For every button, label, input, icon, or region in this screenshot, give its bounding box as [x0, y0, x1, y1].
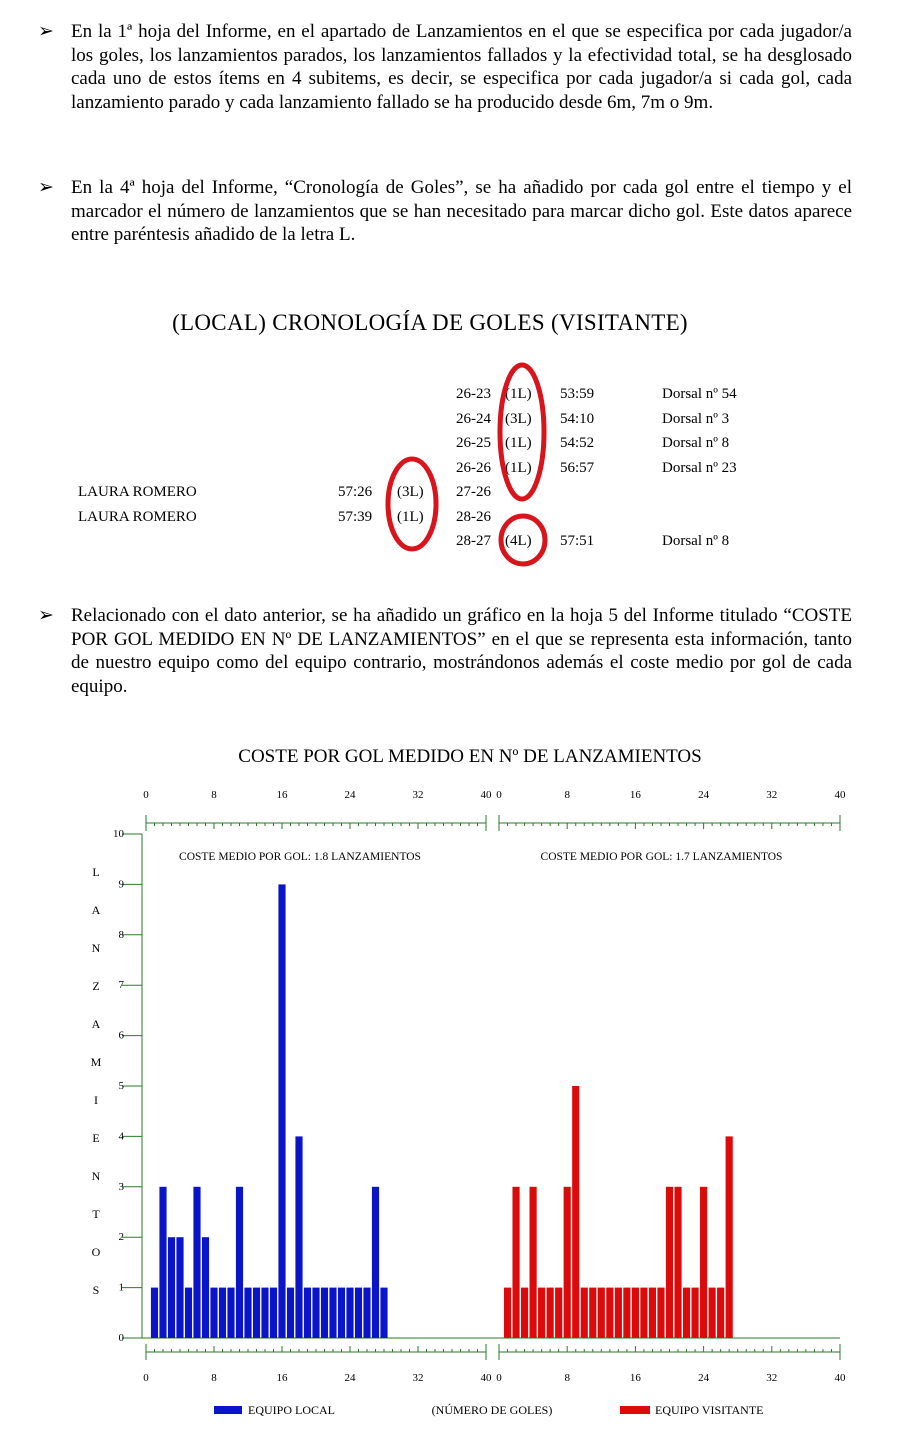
cronologia-visitor-dorsal: Dorsal nº 8 — [662, 533, 730, 549]
y-tick-label: 4 — [118, 1130, 124, 1143]
bar — [380, 1288, 387, 1338]
bar — [295, 1136, 302, 1338]
cronologia-visitor-dorsal: Dorsal nº 8 — [662, 435, 730, 451]
y-axis-label-letter: O — [91, 1245, 101, 1259]
x-tick-label: 32 — [766, 789, 778, 801]
bar — [674, 1187, 681, 1338]
y-axis-label-letter: A — [91, 1017, 101, 1031]
bar — [589, 1288, 596, 1338]
bar — [538, 1288, 545, 1338]
cronologia-score: 28-26 — [456, 508, 491, 525]
legend-label-local: EQUIPO LOCAL — [248, 1403, 335, 1417]
average-cost-label: COSTE MEDIO POR GOL: 1.8 LANZAMIENTOS — [179, 851, 421, 863]
bar — [210, 1288, 217, 1338]
bar — [159, 1187, 166, 1338]
y-tick-label: 5 — [118, 1080, 124, 1092]
x-tick-label: 8 — [211, 789, 217, 801]
cronologia-score: 28-27 — [456, 533, 491, 549]
x-tick-label: 24 — [344, 1372, 356, 1384]
y-axis-label-letter: S — [92, 1283, 100, 1297]
cronologia-visitor-time: 54:52 — [560, 435, 595, 451]
bar — [321, 1288, 328, 1338]
bar — [709, 1288, 716, 1338]
bar — [168, 1237, 175, 1338]
bar — [521, 1288, 528, 1338]
y-tick-label: 6 — [118, 1029, 124, 1042]
bar — [287, 1288, 294, 1338]
x-tick-label: 8 — [564, 789, 570, 801]
bar — [598, 1288, 605, 1338]
legend-label-visitor: EQUIPO VISITANTE — [655, 1403, 764, 1417]
y-axis-label-letter: A — [91, 903, 101, 917]
bar — [649, 1288, 656, 1338]
bullet-paragraph-1 — [38, 20, 852, 114]
cronologia-visitor-time: 53:59 — [560, 386, 595, 402]
cronologia-score: 26-23 — [456, 386, 491, 402]
y-tick-label: 7 — [118, 979, 124, 992]
bar — [227, 1288, 234, 1338]
cronologia-visitor-time: 57:51 — [560, 533, 595, 549]
cronologia-visitor-shots: (1L) — [505, 459, 532, 476]
x-tick-label: 32 — [412, 789, 424, 801]
paragraph-text: En la 4ª hoja del Informe, “Cronología de Goles”, se ha añadido por cada gol entre el tiempo y el marcador el número de lanzamientos que se han necesitado para marcar dicho gol. Este datos aparece entre paréntesis añadido de la letra L. — [71, 177, 852, 245]
bar — [555, 1288, 562, 1338]
cronologia-title: (LOCAL) CRONOLOGÍA DE GOLES (VISITANTE) — [172, 310, 688, 335]
cronologia-visitor-shots: (1L) — [505, 386, 532, 402]
bar — [372, 1187, 379, 1338]
x-tick-label: 16 — [629, 789, 641, 801]
arrow-bullet-icon: ➢ — [38, 605, 54, 626]
bar — [329, 1288, 336, 1338]
cronologia-local-time: 57:39 — [338, 508, 373, 525]
bar — [270, 1288, 277, 1338]
bar — [346, 1288, 353, 1338]
cronologia-visitor-shots: (4L) — [505, 533, 532, 549]
y-tick-label: 2 — [118, 1231, 124, 1244]
legend-swatch-local — [214, 1406, 242, 1414]
bar — [700, 1187, 707, 1338]
y-axis-label-letter: T — [92, 1207, 100, 1221]
bar — [338, 1288, 345, 1338]
bullet-paragraph-2 — [38, 176, 852, 247]
paragraph-text: En la 1ª hoja del Informe, en el apartado de Lanzamientos en el que se especifica por cada jugador/a los goles, los lanzamientos parados, los lanzamientos fallados y la efectividad total, se ha desglosado cada uno de estos ítems en 4 subitems, es decir, se especifica por cada jugador/a si cada gol, cada lanzamiento parado y cada lanzamiento fallado se ha producido desde 6m, 7m o 9m. — [71, 21, 852, 113]
bar — [564, 1187, 571, 1338]
arrow-bullet-icon: ➢ — [38, 21, 54, 42]
bar — [193, 1187, 200, 1338]
bar — [278, 884, 285, 1338]
x-tick-label: 32 — [766, 1372, 778, 1384]
bar — [581, 1288, 588, 1338]
bar — [512, 1187, 519, 1338]
x-tick-label: 16 — [276, 789, 288, 801]
bullet-paragraph-3 — [38, 604, 852, 698]
cronologia-visitor-dorsal: Dorsal nº 23 — [662, 459, 737, 476]
y-tick-label: 8 — [118, 928, 124, 941]
x-tick-label: 16 — [276, 1372, 288, 1384]
y-axis-label-letter: N — [91, 1169, 101, 1183]
cronologia-visitor-time: 54:10 — [560, 410, 595, 427]
highlight-ellipse — [388, 459, 436, 549]
bar — [312, 1288, 319, 1338]
bar — [547, 1288, 554, 1338]
bar — [202, 1237, 209, 1338]
x-tick-label: 8 — [211, 1372, 217, 1384]
bar — [657, 1288, 664, 1338]
arrow-bullet-icon: ➢ — [38, 177, 54, 198]
bar — [683, 1288, 690, 1338]
cronologia-visitor-dorsal: Dorsal nº 3 — [662, 410, 730, 427]
cronologia-visitor-shots: (3L) — [505, 410, 532, 427]
cronologia-score: 27-26 — [456, 484, 491, 500]
y-axis-label-letter: E — [92, 1131, 100, 1145]
bar — [691, 1288, 698, 1338]
y-tick-label: 10 — [113, 828, 124, 840]
y-tick-label: 9 — [118, 878, 124, 891]
bar — [363, 1288, 370, 1338]
bar — [304, 1288, 311, 1338]
bar — [717, 1288, 724, 1338]
bar — [185, 1288, 192, 1338]
bar — [623, 1288, 630, 1338]
bar — [244, 1288, 251, 1338]
bar — [726, 1136, 733, 1338]
x-tick-label: 0 — [496, 1372, 502, 1384]
cronologia-score: 26-24 — [456, 410, 491, 427]
bar — [632, 1288, 639, 1338]
x-tick-label: 40 — [834, 789, 846, 801]
y-axis-label-letter: Z — [92, 979, 100, 993]
bar — [219, 1288, 226, 1338]
x-tick-label: 40 — [480, 1372, 492, 1384]
paragraph-text: Relacionado con el dato anterior, se ha añadido un gráfico en la hoja 5 del Informe titulado “COSTE POR GOL MEDIDO EN Nº DE LANZAMIENTOS” en el que se representa esta información, tanto de nuestro equipo como del equipo contrario, mostrándonos además el coste medio por gol de cada equipo. — [71, 605, 852, 697]
x-tick-label: 24 — [344, 789, 356, 801]
x-tick-label: 32 — [412, 1372, 424, 1384]
average-cost-label: COSTE MEDIO POR GOL: 1.7 LANZAMIENTOS — [540, 851, 783, 863]
bar — [504, 1288, 511, 1338]
cronologia-visitor-dorsal: Dorsal nº 54 — [662, 386, 737, 402]
cronologia-visitor-shots: (1L) — [505, 435, 532, 451]
y-tick-label: 3 — [118, 1180, 124, 1193]
bar — [236, 1187, 243, 1338]
chart-title: COSTE POR GOL MEDIDO EN Nº DE LANZAMIENTOS — [238, 746, 702, 767]
bar — [253, 1288, 260, 1338]
x-tick-label: 0 — [496, 789, 502, 801]
y-axis-label-letter: M — [90, 1055, 102, 1069]
y-axis-label-letter: L — [92, 865, 100, 879]
bar — [151, 1288, 158, 1338]
cronologia-score: 26-26 — [456, 459, 491, 476]
cronologia-local-time: 57:26 — [338, 484, 373, 500]
cronologia-local-player: LAURA ROMERO — [78, 484, 197, 500]
x-tick-label: 16 — [629, 1372, 641, 1384]
cronologia-visitor-time: 56:57 — [560, 459, 595, 476]
cronologia-local-player: LAURA ROMERO — [78, 508, 197, 525]
y-axis-label-letter: N — [91, 941, 101, 955]
bar — [606, 1288, 613, 1338]
x-axis-label: (NÚMERO DE GOLES) — [431, 1403, 553, 1417]
bar — [176, 1237, 183, 1338]
bar — [640, 1288, 647, 1338]
x-tick-label: 0 — [143, 789, 149, 801]
y-tick-label: 1 — [118, 1281, 124, 1294]
bar — [261, 1288, 268, 1338]
y-tick-label: 0 — [118, 1332, 124, 1344]
x-tick-label: 0 — [143, 1372, 149, 1384]
cronologia-local-shots: (1L) — [397, 508, 424, 525]
bar — [666, 1187, 673, 1338]
legend-swatch-visitor — [620, 1406, 650, 1414]
x-tick-label: 40 — [480, 789, 492, 801]
x-tick-label: 24 — [698, 1372, 710, 1384]
bar — [572, 1086, 579, 1338]
cronologia-score: 26-25 — [456, 435, 491, 451]
x-tick-label: 40 — [834, 1372, 846, 1384]
x-tick-label: 24 — [698, 789, 710, 801]
cost-per-goal-chart — [0, 726, 908, 1446]
y-axis-label-letter: I — [94, 1093, 98, 1107]
bar — [355, 1288, 362, 1338]
bar — [615, 1288, 622, 1338]
bar — [530, 1187, 537, 1338]
cronologia-local-shots: (3L) — [397, 484, 424, 500]
x-tick-label: 8 — [564, 1372, 570, 1384]
